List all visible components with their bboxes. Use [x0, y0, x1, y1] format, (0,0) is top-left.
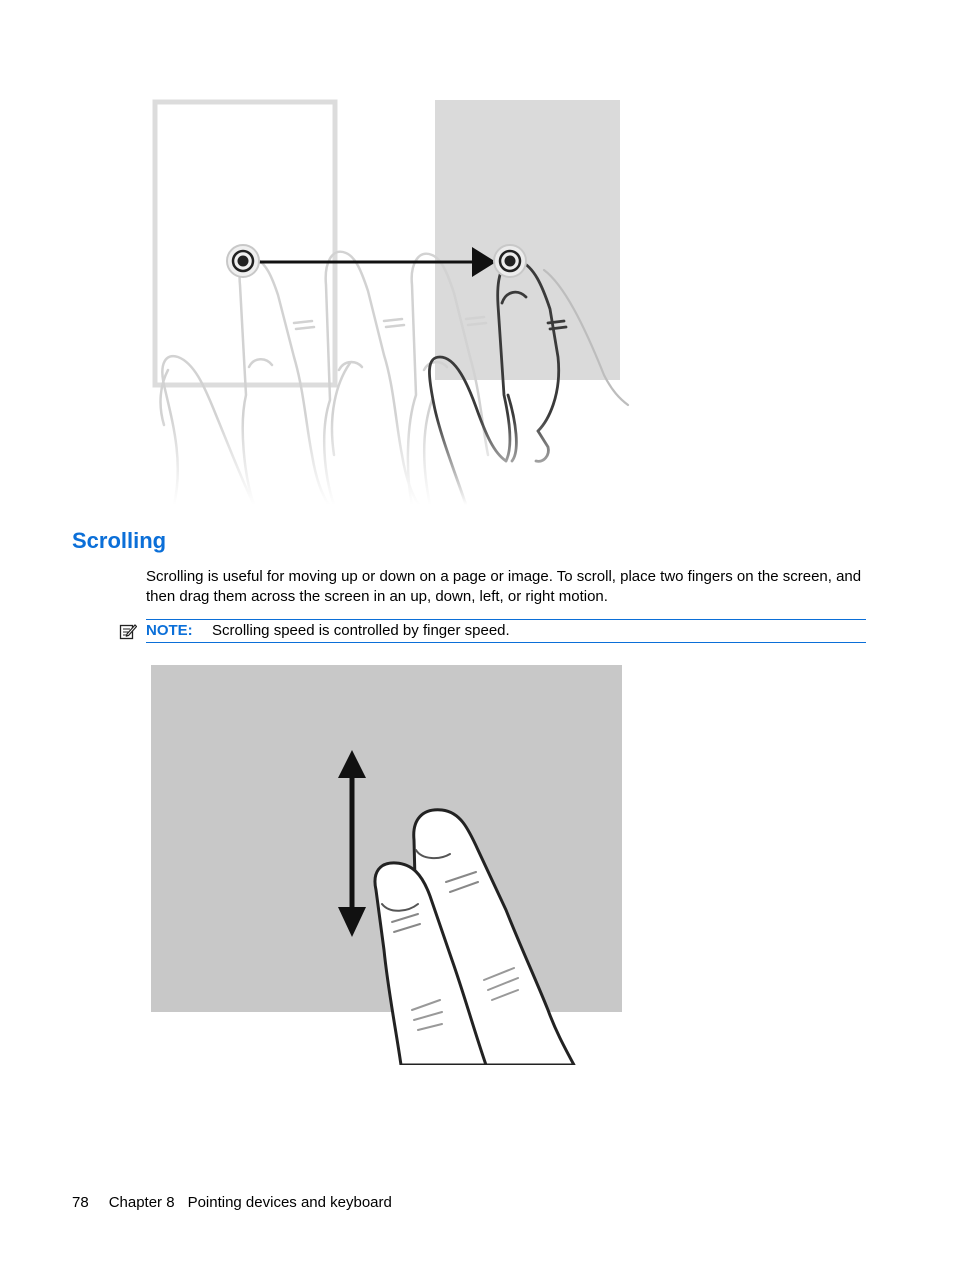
note-text: Scrolling speed is controlled by finger speed.	[212, 622, 510, 639]
page-number: 78	[72, 1194, 89, 1211]
scroll-gesture-illustration	[146, 660, 626, 1065]
swipe-gesture-illustration	[144, 95, 634, 505]
chapter-label: Chapter 8	[108, 1194, 175, 1211]
chapter-title: Pointing devices and keyboard	[187, 1194, 392, 1211]
section-title: Scrolling	[72, 528, 167, 553]
note-box	[146, 619, 866, 643]
page-footer	[72, 1193, 392, 1212]
note-label: NOTE:	[146, 622, 193, 639]
note-pencil-icon	[119, 622, 137, 640]
section-body: Scrolling is useful for moving up or down on a page or image. To scroll, place two fingers on the screen, and then drag them across the screen in an up, down, left, or right motion.	[146, 568, 862, 605]
